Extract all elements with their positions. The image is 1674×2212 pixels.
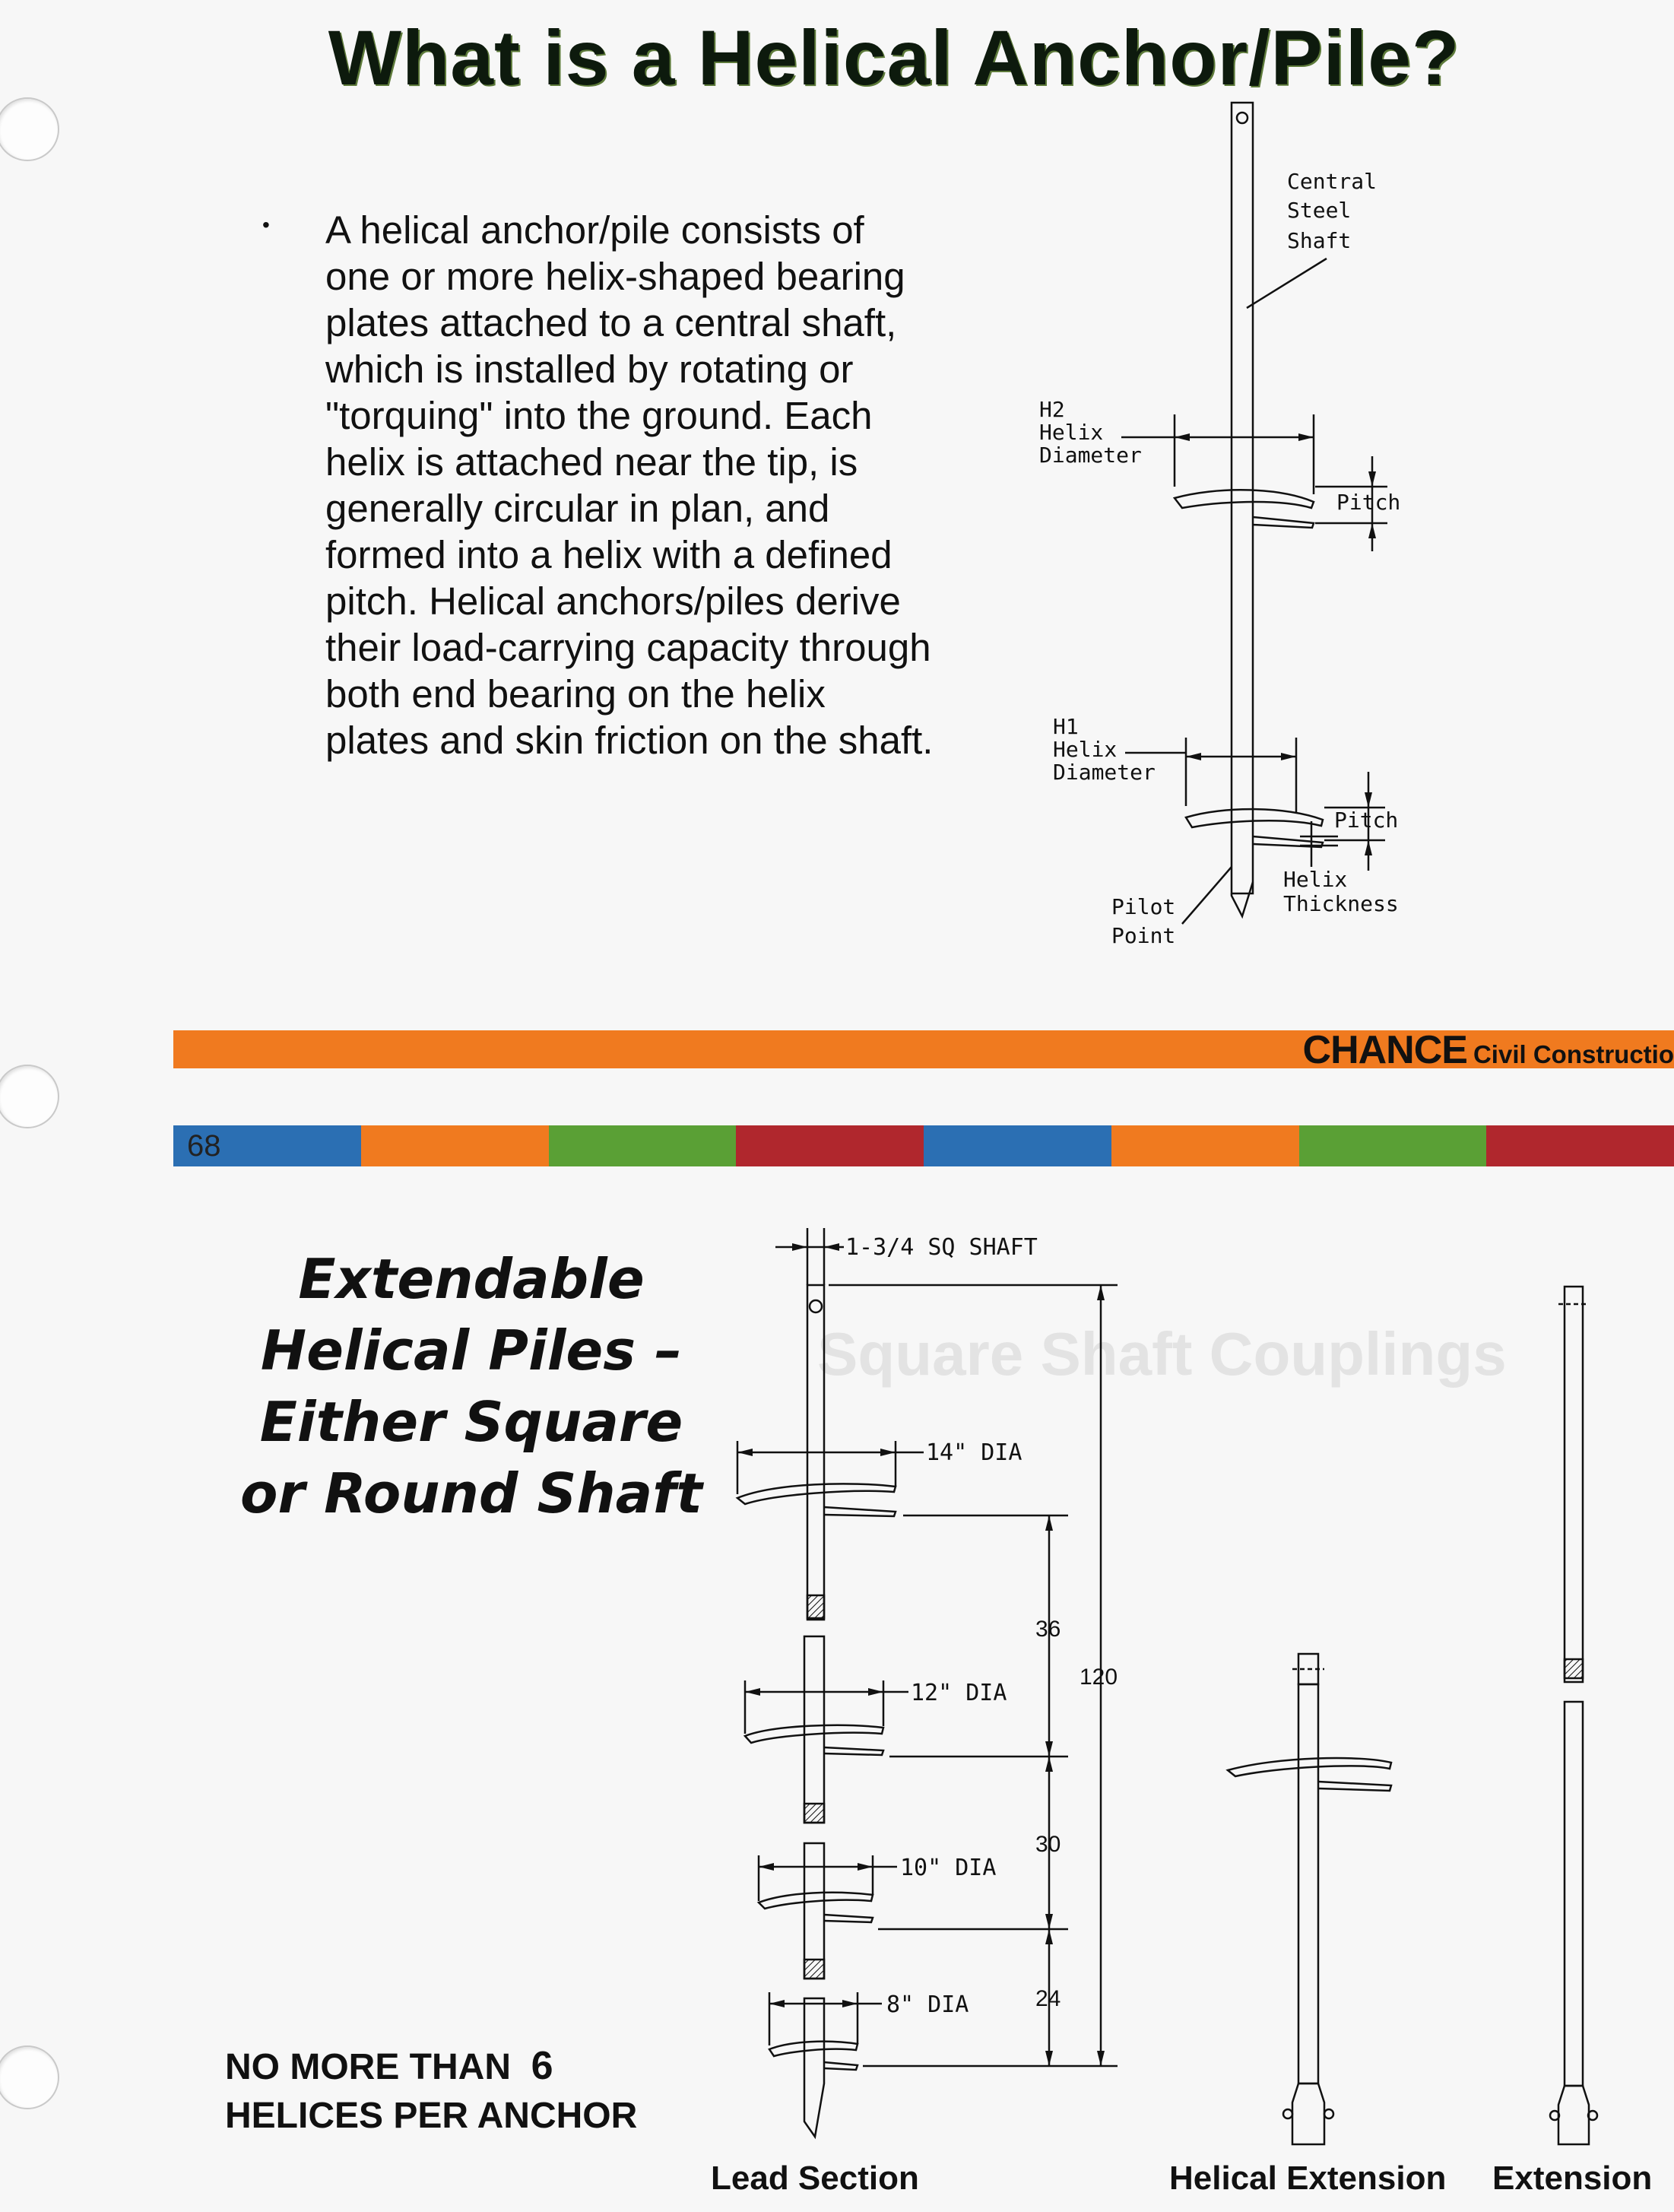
helix-lower xyxy=(1186,809,1323,827)
label-h1: H1 xyxy=(1053,714,1079,739)
ext-hatch xyxy=(1565,1659,1583,1678)
arrow-dia8-r xyxy=(842,2000,858,2007)
color-stripe-4 xyxy=(736,1125,924,1166)
section-title xyxy=(213,1243,730,1529)
color-stripe-3 xyxy=(549,1125,737,1166)
label-steel: Steel xyxy=(1287,198,1352,223)
arrow-dia12-r xyxy=(868,1688,883,1696)
color-stripe-7 xyxy=(1299,1125,1487,1166)
label-h2: H2 xyxy=(1039,397,1065,422)
section-title-line-3: Either Square xyxy=(259,1390,683,1454)
label-helix-thickness-1: Helix xyxy=(1283,867,1348,892)
arrow-dia10-l xyxy=(759,1863,774,1871)
color-stripe-6 xyxy=(1111,1125,1299,1166)
lead-helix-10-b xyxy=(824,1915,873,1922)
section-title-line-2: Helical Piles – xyxy=(260,1319,683,1382)
lead-helix-8-b xyxy=(824,2062,858,2070)
section-title-line-1: Extendable xyxy=(298,1247,645,1311)
shaft-leader xyxy=(1247,259,1327,308)
brand-sub: Civil Constructio xyxy=(1473,1040,1674,1068)
hex-bolt-r xyxy=(1324,2109,1333,2118)
ext-shaft xyxy=(1565,1702,1583,2086)
pitch-bottom-arrow-b xyxy=(1365,840,1372,855)
lead-hatch-2 xyxy=(804,1804,824,1823)
label-pitch-top: Pitch xyxy=(1336,490,1401,515)
helix-upper-lower-edge xyxy=(1253,517,1314,528)
ext-coupling xyxy=(1558,2086,1589,2144)
h1-arrow-right xyxy=(1281,753,1296,760)
arrow-sp-2b xyxy=(1045,1914,1053,1929)
lead-hatch-1 xyxy=(807,1595,824,1618)
page-number: 68 xyxy=(187,1129,221,1163)
label-helix-thickness-2: Thickness xyxy=(1283,891,1399,916)
h1-arrow-left xyxy=(1186,753,1201,760)
limit-count: 6 xyxy=(531,2044,553,2088)
arrow-dia10-r xyxy=(858,1863,873,1871)
arrow-dia12-l xyxy=(745,1688,760,1696)
pitch-bottom-arrow-a xyxy=(1365,792,1372,808)
bullet-dot: • xyxy=(262,213,270,236)
section-title-line-4: or Round Shaft xyxy=(240,1461,702,1525)
label-sq-shaft: 1-3/4 SQ SHAFT xyxy=(845,1234,1038,1261)
extension-drawing xyxy=(1550,1287,1597,2144)
caption-lead-section: Lead Section xyxy=(711,2160,919,2197)
color-stripe-2 xyxy=(361,1125,549,1166)
hex-bolt-l xyxy=(1283,2109,1292,2118)
label-spacing-24: 24 xyxy=(1035,1986,1061,2011)
label-pitch-bottom: Pitch xyxy=(1334,808,1399,833)
hex-helix-b xyxy=(1318,1782,1391,1791)
limit-text-1: NO MORE THAN xyxy=(225,2047,511,2087)
color-stripe-5 xyxy=(924,1125,1111,1166)
label-point: Point xyxy=(1111,923,1176,948)
ghost-heading: Square Shaft Couplings xyxy=(817,1320,1507,1388)
label-central: Central xyxy=(1287,169,1378,194)
lead-shaft-4 xyxy=(804,1998,824,2137)
shaft-hole xyxy=(1237,113,1248,123)
label-spacing-36: 36 xyxy=(1035,1617,1061,1642)
lead-helix-14 xyxy=(737,1484,896,1504)
label-dia-8: 8" DIA xyxy=(886,1991,969,2018)
lead-hatch-3 xyxy=(804,1960,824,1979)
helix-limit-note xyxy=(225,2042,637,2141)
limit-text-2: HELICES PER ANCHOR xyxy=(225,2096,638,2136)
label-h1-helix: Helix xyxy=(1053,737,1118,762)
ext-top xyxy=(1565,1287,1583,1682)
arrow-shaft-w-r xyxy=(824,1243,839,1251)
arrow-sp-1a xyxy=(1045,1515,1053,1531)
arrow-shaft-w-l xyxy=(792,1243,807,1251)
lead-helix-14-b xyxy=(824,1507,896,1516)
lead-helix-12 xyxy=(745,1725,883,1743)
helix-upper xyxy=(1175,490,1314,508)
label-total-120: 120 xyxy=(1080,1665,1118,1690)
pilot-point xyxy=(1232,882,1253,916)
label-h2-diameter: Diameter xyxy=(1039,443,1142,468)
label-spacing-30: 30 xyxy=(1035,1832,1061,1857)
color-stripe-bar xyxy=(173,1125,1674,1166)
caption-helical-extension: Helical Extension xyxy=(1169,2160,1447,2197)
arrow-total-bot xyxy=(1097,2051,1105,2066)
caption-extension: Extension xyxy=(1492,2160,1653,2197)
arrow-dia14-r xyxy=(880,1449,896,1456)
h2-arrow-left xyxy=(1175,433,1190,441)
label-dia-10: 10" DIA xyxy=(900,1855,997,1881)
hex-helix xyxy=(1228,1758,1391,1776)
pitch-top-arrow-a xyxy=(1368,471,1376,487)
label-dia-12: 12" DIA xyxy=(911,1680,1007,1706)
page-title: What is a Helical Anchor/Pile? xyxy=(328,14,1460,101)
label-dia-14: 14" DIA xyxy=(926,1439,1022,1466)
lead-helix-12-b xyxy=(824,1747,883,1755)
label-h2-helix: Helix xyxy=(1039,420,1104,445)
h2-arrow-right xyxy=(1298,433,1314,441)
color-stripe-8 xyxy=(1486,1125,1674,1166)
arrow-sp-2a xyxy=(1045,1757,1053,1772)
helical-extension-drawing xyxy=(1228,1654,1391,2144)
label-pilot: Pilot xyxy=(1111,894,1176,919)
pilot-leader xyxy=(1182,867,1232,924)
label-shaft: Shaft xyxy=(1287,228,1352,253)
central-shaft xyxy=(1232,103,1253,893)
brand-text xyxy=(1302,1028,1674,1072)
lead-helix-8 xyxy=(769,2042,858,2056)
lead-shaft-2 xyxy=(804,1636,824,1823)
lead-helix-10 xyxy=(759,1893,873,1909)
hex-shaft xyxy=(1298,1684,1318,2083)
arrow-total-top xyxy=(1097,1285,1105,1300)
arrow-sp-3b xyxy=(1045,2051,1053,2066)
description-paragraph: A helical anchor/pile consists of one or more helix-shaped bearing plates attached to a central shaft, which is installed by rotating or "torquing" into the ground. Each helix is attached near the tip, is generally circular in plan, and formed into a helix with a defined pitch. Helical anchors/piles derive their load-carrying capacity through both end bearing on the helix plates and skin friction on the shaft. xyxy=(325,208,934,762)
hex-coupling xyxy=(1292,2083,1324,2144)
pitch-top-arrow-b xyxy=(1368,523,1376,538)
arrow-dia14-l xyxy=(737,1449,753,1456)
lead-shaft-3 xyxy=(804,1843,824,1979)
arrow-sp-3a xyxy=(1045,1929,1053,1944)
label-h1-diameter: Diameter xyxy=(1053,760,1156,785)
arrow-dia8-l xyxy=(769,2000,785,2007)
arrow-sp-1b xyxy=(1045,1741,1053,1757)
lead-shaft-hole xyxy=(810,1300,822,1312)
brand-main: CHANCE xyxy=(1302,1028,1467,1072)
